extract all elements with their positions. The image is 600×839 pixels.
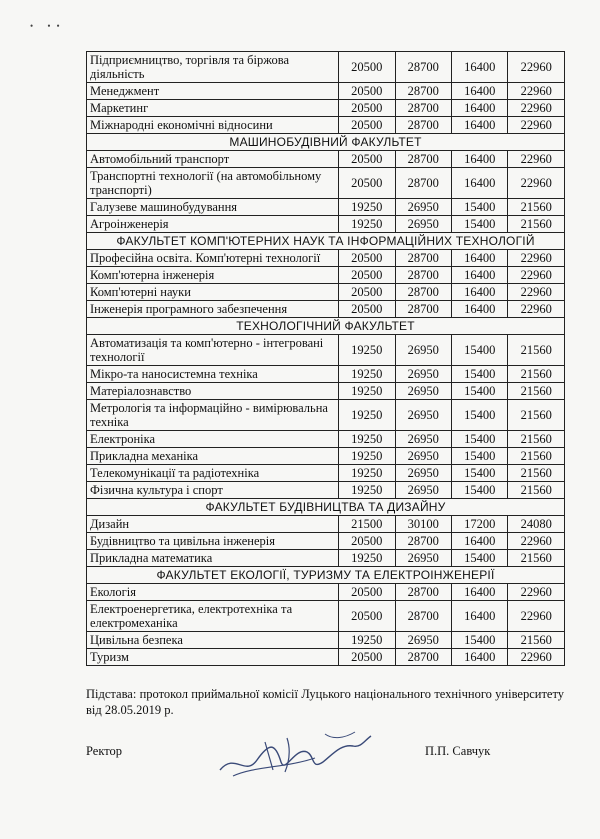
fee-value: 19250 [339,366,395,383]
fee-value: 22960 [508,284,565,301]
fee-value: 16400 [452,151,508,168]
fee-value: 21560 [508,216,565,233]
fee-value: 21560 [508,448,565,465]
specialty-name: Прикладна механіка [87,448,339,465]
table-row [87,100,565,117]
faculty-header-row [87,567,565,584]
fee-value: 19250 [339,199,395,216]
fee-value: 28700 [395,649,451,666]
specialty-name: Дизайн [87,516,339,533]
specialty-name: Мікро-та наносистемна техніка [87,366,339,383]
fee-value: 26950 [395,383,451,400]
rector-signature [215,722,375,782]
fee-value: 28700 [395,267,451,284]
table-row [87,168,565,199]
fee-value: 15400 [452,400,508,431]
fee-value: 20500 [339,117,395,134]
fee-value: 22960 [508,601,565,632]
table-row [87,301,565,318]
fee-value: 20500 [339,584,395,601]
specialty-name: Підприємництво, торгівля та біржова діяльність [87,52,339,83]
table-row [87,649,565,666]
faculty-header-row [87,318,565,335]
fee-value: 22960 [508,649,565,666]
fee-value: 19250 [339,448,395,465]
specialty-name: Туризм [87,649,339,666]
fee-value: 21560 [508,632,565,649]
fee-value: 20500 [339,267,395,284]
table-row [87,335,565,366]
fee-value: 21560 [508,199,565,216]
fee-value: 19250 [339,400,395,431]
specialty-name: Прикладна математика [87,550,339,567]
fee-value: 22960 [508,533,565,550]
fee-value: 15400 [452,431,508,448]
fee-value: 26950 [395,431,451,448]
faculty-name: ФАКУЛЬТЕТ КОМП'ЮТЕРНИХ НАУК ТА ІНФОРМАЦІЙНИХ ТЕХНОЛОГІЙ [87,233,565,250]
faculty-name: ТЕХНОЛОГІЧНИЙ ФАКУЛЬТЕТ [87,318,565,335]
table-row [87,383,565,400]
fee-value: 20500 [339,649,395,666]
fee-value: 21560 [508,431,565,448]
fee-value: 21500 [339,516,395,533]
fee-value: 19250 [339,550,395,567]
specialty-name: Міжнародні економічні відносини [87,117,339,134]
fee-value: 15400 [452,366,508,383]
fee-value: 16400 [452,83,508,100]
fee-value: 19250 [339,632,395,649]
fee-value: 22960 [508,267,565,284]
fee-value: 21560 [508,383,565,400]
fee-value: 22960 [508,117,565,134]
fee-value: 21560 [508,335,565,366]
table-row [87,431,565,448]
table-row [87,366,565,383]
fee-value: 28700 [395,168,451,199]
fee-value: 21560 [508,550,565,567]
table-row [87,199,565,216]
specialty-name: Матеріалознавство [87,383,339,400]
fee-value: 20500 [339,83,395,100]
fee-value: 21560 [508,400,565,431]
fee-value: 20500 [339,100,395,117]
specialty-name: Галузеве машинобудування [87,199,339,216]
fee-value: 28700 [395,584,451,601]
tuition-fee-table [86,51,565,666]
fee-value: 26950 [395,400,451,431]
fee-value: 22960 [508,52,565,83]
table-row [87,533,565,550]
specialty-name: Екологія [87,584,339,601]
fee-value: 16400 [452,584,508,601]
fee-value: 20500 [339,301,395,318]
specialty-name: Комп'ютерні науки [87,284,339,301]
fee-value: 20500 [339,533,395,550]
fee-value: 15400 [452,550,508,567]
fee-value: 22960 [508,100,565,117]
fee-value: 16400 [452,267,508,284]
fee-value: 26950 [395,550,451,567]
specialty-name: Автоматизація та комп'ютерно - інтегровані технології [87,335,339,366]
specialty-name: Автомобільний транспорт [87,151,339,168]
table-row [87,482,565,499]
fee-value: 16400 [452,52,508,83]
fee-value: 19250 [339,482,395,499]
fee-value: 16400 [452,168,508,199]
fee-value: 15400 [452,335,508,366]
fee-value: 15400 [452,632,508,649]
specialty-name: Фізична культура і спорт [87,482,339,499]
faculty-name: МАШИНОБУДІВНИЙ ФАКУЛЬТЕТ [87,134,565,151]
fee-value: 22960 [508,151,565,168]
fee-value: 20500 [339,52,395,83]
faculty-header-row [87,134,565,151]
specialty-name: Інженерія програмного забезпечення [87,301,339,318]
specialty-name: Телекомунікації та радіотехніка [87,465,339,482]
fee-value: 28700 [395,52,451,83]
fee-value: 28700 [395,301,451,318]
specialty-name: Електроенергетика, електротехніка та електромеханіка [87,601,339,632]
fee-value: 22960 [508,250,565,267]
rector-title: Ректор [86,744,123,758]
fee-value: 16400 [452,601,508,632]
table-row [87,465,565,482]
fee-value: 26950 [395,632,451,649]
fee-value: 30100 [395,516,451,533]
fee-value: 15400 [452,383,508,400]
fee-value: 16400 [452,301,508,318]
fee-value: 28700 [395,533,451,550]
fee-value: 28700 [395,117,451,134]
fee-value: 22960 [508,584,565,601]
specialty-name: Метрологія та інформаційно - вимірювальна техніка [87,400,339,431]
table-row [87,516,565,533]
fee-value: 28700 [395,601,451,632]
faculty-name: ФАКУЛЬТЕТ ЕКОЛОГІЇ, ТУРИЗМУ ТА ЕЛЕКТРОІНЖЕНЕРІЇ [87,567,565,584]
table-row [87,550,565,567]
faculty-name: ФАКУЛЬТЕТ БУДІВНИЦТВА ТА ДИЗАЙНУ [87,499,565,516]
fee-value: 26950 [395,482,451,499]
table-row [87,284,565,301]
table-row [87,151,565,168]
fee-value: 26950 [395,335,451,366]
fee-value: 15400 [452,448,508,465]
fee-value: 15400 [452,199,508,216]
fee-value: 28700 [395,100,451,117]
table-row [87,584,565,601]
fee-value: 19250 [339,465,395,482]
specialty-name: Електроніка [87,431,339,448]
fee-value: 16400 [452,117,508,134]
fee-value: 28700 [395,151,451,168]
fee-value: 26950 [395,216,451,233]
fee-value: 22960 [508,83,565,100]
fee-value: 24080 [508,516,565,533]
table-row [87,267,565,284]
fee-value: 19250 [339,335,395,366]
fee-value: 26950 [395,199,451,216]
fee-value: 26950 [395,465,451,482]
fee-value: 28700 [395,83,451,100]
fee-value: 28700 [395,250,451,267]
specialty-name: Маркетинг [87,100,339,117]
fee-value: 22960 [508,168,565,199]
fee-value: 21560 [508,465,565,482]
specialty-name: Агроінженерія [87,216,339,233]
fee-value: 16400 [452,533,508,550]
specialty-name: Менеджмент [87,83,339,100]
faculty-header-row [87,499,565,516]
fee-value: 28700 [395,284,451,301]
fee-value: 20500 [339,250,395,267]
fee-value: 20500 [339,284,395,301]
table-row [87,83,565,100]
fee-value: 22960 [508,301,565,318]
table-row [87,52,565,83]
table-row [87,632,565,649]
fee-value: 26950 [395,366,451,383]
fee-value: 16400 [452,250,508,267]
table-row [87,448,565,465]
fee-value: 16400 [452,649,508,666]
table-row [87,601,565,632]
scan-marks: • •• [30,21,66,31]
fee-value: 16400 [452,284,508,301]
fee-value: 15400 [452,465,508,482]
fee-value: 17200 [452,516,508,533]
fee-value: 19250 [339,216,395,233]
fee-value: 15400 [452,216,508,233]
fee-value: 19250 [339,431,395,448]
specialty-name: Професійна освіта. Комп'ютерні технології [87,250,339,267]
table-row [87,400,565,431]
fee-value: 26950 [395,448,451,465]
specialty-name: Комп'ютерна інженерія [87,267,339,284]
fee-value: 15400 [452,482,508,499]
rector-name: П.П. Савчук [425,744,491,758]
table-row [87,216,565,233]
fee-value: 20500 [339,601,395,632]
fee-value: 16400 [452,100,508,117]
fee-value: 20500 [339,151,395,168]
table-row [87,250,565,267]
table-row [87,117,565,134]
specialty-name: Будівництво та цивільна інженерія [87,533,339,550]
tuition-fee-table-body [87,52,565,666]
specialty-name: Цивільна безпека [87,632,339,649]
faculty-header-row [87,233,565,250]
basis-note: Підстава: протокол приймальної комісії Луцького національного технічного університету від 28.05.2019 р. [86,687,564,717]
fee-value: 21560 [508,366,565,383]
fee-value: 20500 [339,168,395,199]
specialty-name: Транспортні технології (на автомобільному транспорті) [87,168,339,199]
fee-value: 21560 [508,482,565,499]
fee-value: 19250 [339,383,395,400]
